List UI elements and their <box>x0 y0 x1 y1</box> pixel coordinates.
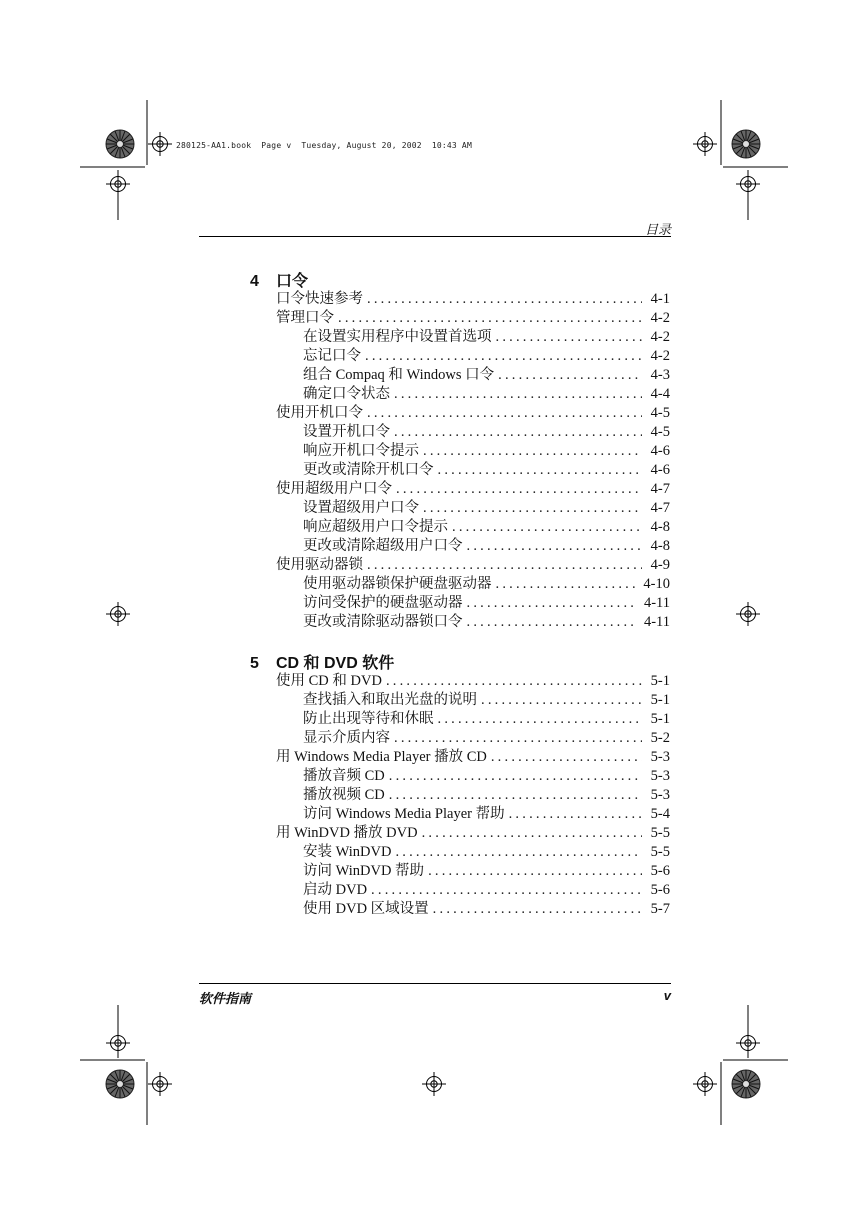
page-number: 4-11 <box>643 614 670 630</box>
toc-entry[interactable]: 管理口令 ..... 4-2 <box>250 309 670 328</box>
toc-entry[interactable]: 显示介质内容 ..... 5-2 <box>250 729 670 748</box>
page-number: 4-10 <box>643 576 670 592</box>
toc-entry[interactable]: 播放音频 CD ..... 5-3 <box>250 767 670 786</box>
toc-entry[interactable]: 使用驱动器锁保护硬盘驱动器 ..... 4-10 <box>250 575 670 594</box>
running-header-title: 目录 <box>644 222 671 237</box>
registration-mark <box>736 602 760 626</box>
toc-entry[interactable]: 在设置实用程序中设置首选项 ..... 4-2 <box>250 328 670 347</box>
toc-entry[interactable]: 响应开机口令提示 ..... 4-6 <box>250 442 670 461</box>
toc-entry[interactable]: 访问 Windows Media Player 帮助 ..... 5-4 <box>250 805 670 824</box>
page-number: 5-1 <box>650 673 670 689</box>
toc-entry[interactable]: 防止出现等待和休眠 ..... 5-1 <box>250 710 670 729</box>
toc-entry[interactable]: 口令快速参考 ..... 4-1 <box>250 290 670 309</box>
toc-entry[interactable]: 启动 DVD ..... 5-6 <box>250 881 670 900</box>
toc-entry[interactable]: 访问受保护的硬盘驱动器 ..... 4-11 <box>250 594 670 613</box>
toc-entry[interactable]: 忘记口令 ..... 4-2 <box>250 347 670 366</box>
starburst-mark <box>732 130 760 158</box>
toc-entry[interactable]: 更改或清除开机口令 ..... 4-6 <box>250 461 670 480</box>
toc-entry[interactable]: 设置开机口令 ..... 4-5 <box>250 423 670 442</box>
starburst-mark <box>732 1070 760 1098</box>
chapter-heading <box>250 268 670 290</box>
toc-entry[interactable]: 确定口令状态 ..... 4-4 <box>250 385 670 404</box>
page-number: 4-4 <box>650 386 670 402</box>
page-number: 5-5 <box>650 825 670 841</box>
chapter-number: 4 <box>250 273 259 290</box>
toc-entry[interactable]: 用 Windows Media Player 播放 CD ..... 5-3 <box>250 748 670 767</box>
toc-entry[interactable]: 访问 WinDVD 帮助 ..... 5-6 <box>250 862 670 881</box>
toc-entry[interactable]: 组合 Compaq 和 Windows 口令 ..... 4-3 <box>250 366 670 385</box>
toc-entry[interactable]: 使用开机口令 ..... 4-5 <box>250 404 670 423</box>
page-number: 4-9 <box>650 557 670 573</box>
toc-entry[interactable]: 使用 CD 和 DVD ..... 5-1 <box>250 672 670 691</box>
page-number: 4-1 <box>650 291 670 307</box>
toc-entry[interactable]: 用 WinDVD 播放 DVD ..... 5-5 <box>250 824 670 843</box>
page-number: 4-2 <box>650 348 670 364</box>
header-rule <box>199 236 671 237</box>
toc-entry[interactable]: 更改或清除超级用户口令 ..... 4-8 <box>250 537 670 556</box>
toc-entry[interactable]: 播放视频 CD ..... 5-3 <box>250 786 670 805</box>
chapter-heading <box>250 650 670 672</box>
registration-mark <box>422 1072 446 1096</box>
page-number: 5-4 <box>650 806 670 822</box>
footer-rule <box>199 983 671 984</box>
folio-page-number: v <box>663 988 671 1003</box>
toc-entry[interactable]: 设置超级用户口令 ..... 4-7 <box>250 499 670 518</box>
page-number: 5-5 <box>650 844 670 860</box>
toc-chapter-5 <box>250 650 670 919</box>
page-number: 4-8 <box>650 538 670 554</box>
page-number: 5-7 <box>650 901 670 917</box>
page-number: 5-1 <box>650 692 670 708</box>
page-number: 5-6 <box>650 882 670 898</box>
page-number: 4-7 <box>650 500 670 516</box>
page-number: 5-6 <box>650 863 670 879</box>
page-number: 4-6 <box>650 462 670 478</box>
page-number: 4-2 <box>650 329 670 345</box>
toc-entry[interactable]: 安装 WinDVD ..... 5-5 <box>250 843 670 862</box>
registration-mark <box>106 602 130 626</box>
page-number: 5-3 <box>650 787 670 803</box>
page-number: 5-3 <box>650 768 670 784</box>
registration-mark <box>148 1072 172 1096</box>
chapter-title[interactable]: CD 和 DVD 软件 <box>276 655 395 672</box>
page-number: 4-3 <box>650 367 670 383</box>
registration-mark <box>693 1072 717 1096</box>
page-number: 5-2 <box>650 730 670 746</box>
print-slug: 280125-AA1.book Page v Tuesday, August 20, 2002 10:43 AM <box>176 141 472 150</box>
chapter-number: 5 <box>250 655 259 672</box>
running-footer-title: 软件指南 <box>199 991 252 1006</box>
starburst-mark <box>106 1070 134 1098</box>
registration-mark <box>693 132 717 156</box>
page-number: 5-3 <box>650 749 670 765</box>
chapter-title[interactable]: 口令 <box>276 273 309 290</box>
toc-entry[interactable]: 响应超级用户口令提示 ..... 4-8 <box>250 518 670 537</box>
page-number: 4-7 <box>650 481 670 497</box>
registration-mark <box>148 132 172 156</box>
toc-entry[interactable]: 使用 DVD 区域设置 ..... 5-7 <box>250 900 670 919</box>
starburst-mark <box>106 130 134 158</box>
page-number: 4-11 <box>643 595 670 611</box>
toc-entry[interactable]: 更改或清除驱动器锁口令 ..... 4-11 <box>250 613 670 632</box>
page-number: 4-8 <box>650 519 670 535</box>
page-number: 4-5 <box>650 424 670 440</box>
page-number: 4-5 <box>650 405 670 421</box>
toc-chapter-4 <box>250 268 670 632</box>
page-number: 5-1 <box>650 711 670 727</box>
page-number: 4-2 <box>650 310 670 326</box>
toc-entry[interactable]: 查找插入和取出光盘的说明 ..... 5-1 <box>250 691 670 710</box>
toc-entry[interactable]: 使用驱动器锁 ..... 4-9 <box>250 556 670 575</box>
toc-entry[interactable]: 使用超级用户口令 ..... 4-7 <box>250 480 670 499</box>
page-number: 4-6 <box>650 443 670 459</box>
